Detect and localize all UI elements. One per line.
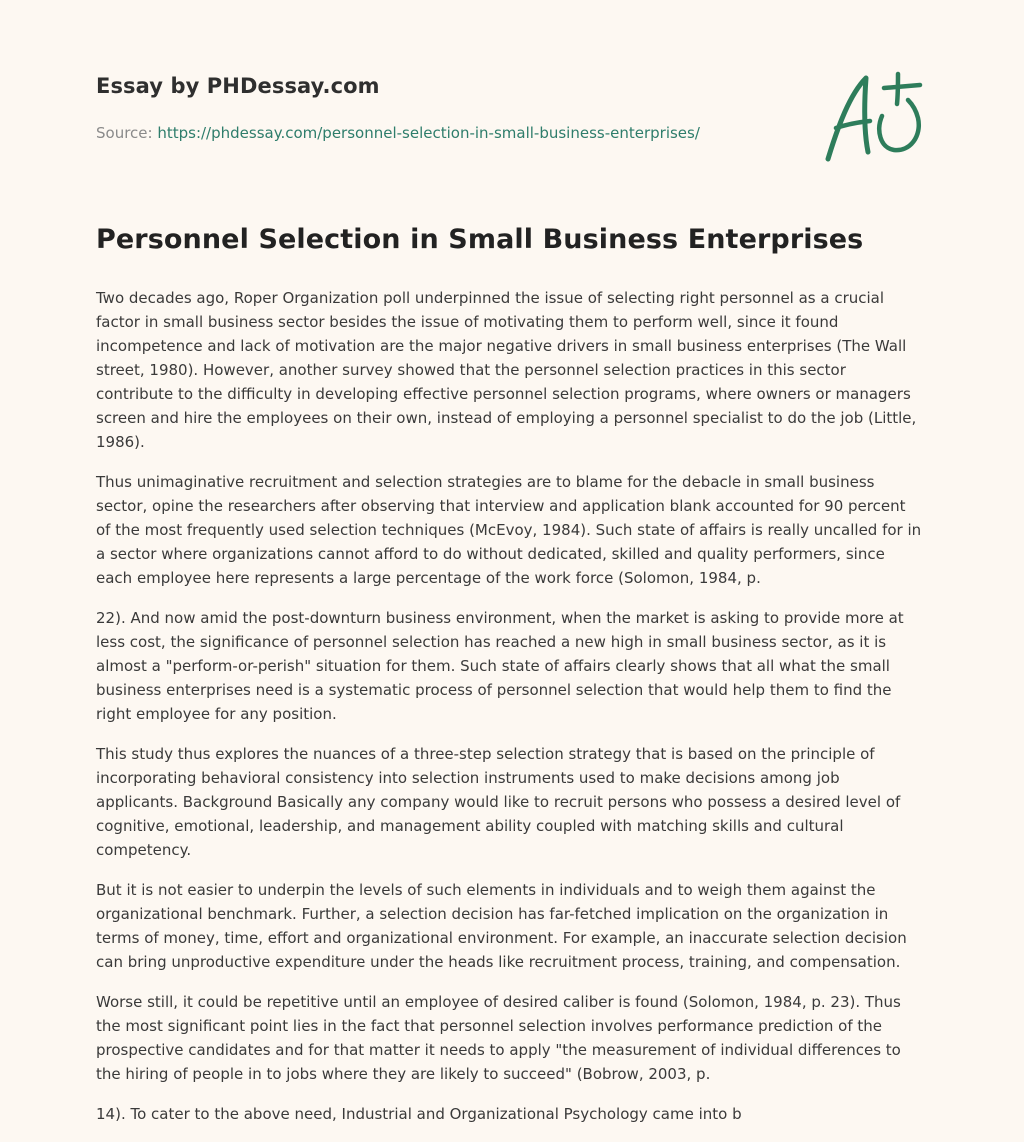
a-plus-grade-icon <box>818 66 930 166</box>
source-line <box>96 124 700 142</box>
essay-body <box>96 286 924 1142</box>
plus-horizontal <box>884 85 920 88</box>
source-link[interactable]: https://phdessay.com/personnel-selection-in-small-business-enterprises/ <box>157 124 700 142</box>
paragraph: Two decades ago, Roper Organization poll underpinned the issue of selecting right personnel as a crucial factor in small business sector besides the issue of motivating them to perform well, since it found incompetence and lack of motivation are the major negative drivers in small business enterprises (The Wall street, 1980). However, another survey showed that the personnel selection practices in this sector contribute to the difficulty in developing effective personnel selection programs, where owners or managers screen and hire the employees on their own, instead of employing a personnel specialist to do the job (Little, 1986). <box>96 289 917 451</box>
essay-title: Personnel Selection in Small Business Enterprises <box>96 224 864 255</box>
paragraph: But it is not easier to underpin the levels of such elements in individuals and to weigh them against the organizational benchmark. Further, a selection decision has far-fetched implication on the organization in terms of money, time, effort and organizational environment. For example, an inaccurate selection decision can bring unproductive expenditure under the heads like recruitment process, training, and compensation. <box>96 881 907 971</box>
paragraph: 22). And now amid the post-downturn business environment, when the market is asking to provide more at less cost, the significance of personnel selection has reached a new high in small business sector, as it is almost a "perform-or-perish" situation for them. Such state of affairs clearly shows that all what the small business enterprises need is a systematic process of personnel selection that would help them to find the right employee for any position. <box>96 609 904 723</box>
letter-a-stroke <box>828 78 868 159</box>
paragraph: 14). To cater to the above need, Industrial and Organizational Psychology came into b <box>96 1105 742 1123</box>
paragraph: Worse still, it could be repetitive until an employee of desired caliber is found (Solomon, 1984, p. 23). Thus the most significant point lies in the fact that personnel selection involves performance prediction of the prospective candidates and for that matter it needs to apply "the measurement of individual differences to the hiring of people in to jobs where they are likely to succeed" (Bobrow, 2003, p. <box>96 993 901 1083</box>
circle-swirl <box>879 100 918 150</box>
paragraph: Thus unimaginative recruitment and selection strategies are to blame for the debacle in small business sector, opine the researchers after observing that interview and application blank accounted for 90 percent of the most frequently used selection techniques (McEvoy, 1984). Such state of affairs is really uncalled for in a sector where organizations cannot afford to do without dedicated, skilled and quality performers, since each employee here represents a large percentage of the work force (Solomon, 1984, p. <box>96 473 922 587</box>
site-brand: Essay by PHDessay.com <box>96 74 380 98</box>
source-label: Source: <box>96 124 158 142</box>
paragraph: This study thus explores the nuances of a three-step selection strategy that is based on the principle of incorporating behavioral consistency into selection instruments used to make decisions among job applicants. Background Basically any company would like to recruit persons who possess a desired level of cognitive, emotional, leadership, and management ability coupled with matching skills and cultural competency. <box>96 745 901 859</box>
